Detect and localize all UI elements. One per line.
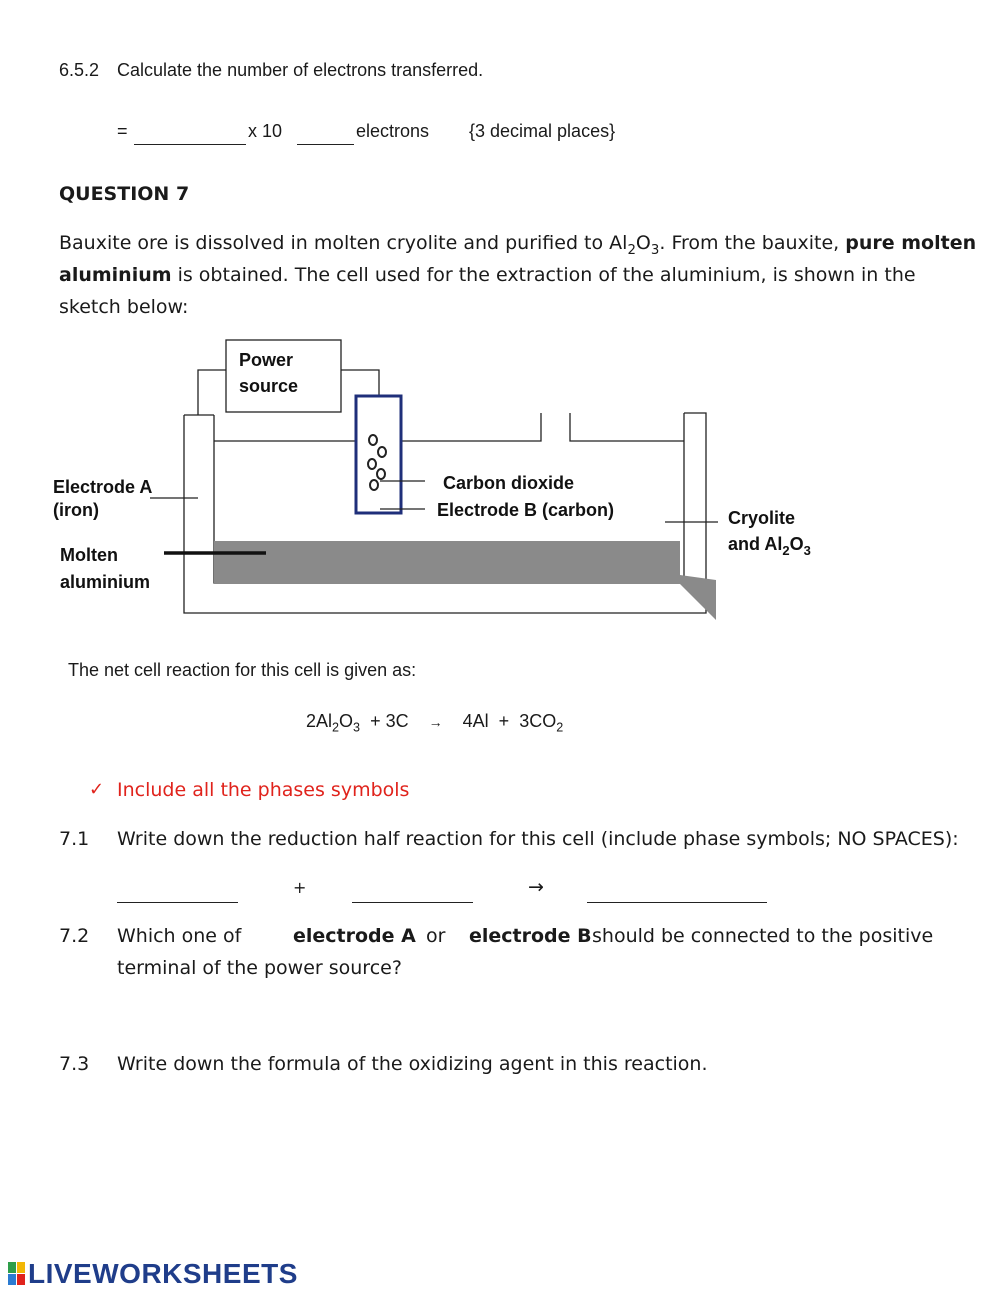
intro-part2: O bbox=[635, 232, 651, 254]
intro-sub1: 2 bbox=[627, 242, 636, 258]
exponent-input[interactable] bbox=[297, 118, 354, 145]
intro-sub2: 3 bbox=[650, 242, 660, 258]
hint-check-icon: ✓ bbox=[89, 779, 105, 800]
half-reaction-reactant-1[interactable] bbox=[117, 876, 238, 903]
electrode-a-label-2: (iron) bbox=[53, 500, 99, 520]
intro-bold2: aluminium bbox=[59, 264, 172, 286]
option-electrode-b[interactable]: electrode B bbox=[469, 925, 592, 947]
power-label-2: source bbox=[239, 376, 299, 396]
sub-co2: 2 bbox=[556, 720, 564, 735]
product-co2: 3CO bbox=[519, 711, 557, 731]
intro-line-2 bbox=[59, 264, 916, 286]
molten-label-1: Molten bbox=[60, 545, 118, 565]
net-reaction bbox=[306, 711, 563, 735]
q72-text1: Which one of bbox=[117, 925, 242, 947]
cryolite-label-2: and $Al_2O_3$ bbox=[728, 534, 811, 558]
reaction-arrow: → bbox=[428, 714, 443, 730]
product-al: 4Al bbox=[462, 711, 489, 731]
option-electrode-a[interactable]: electrode A bbox=[293, 925, 416, 947]
q73-text: Write down the formula of the oxidizing agent in this reaction. bbox=[117, 1053, 708, 1075]
q71-text: Write down the reduction half reaction for this cell (include phase symbols; NO SPACES): bbox=[117, 828, 959, 850]
cryolite-label-1: Cryolite bbox=[728, 508, 796, 528]
reaction-intro: The net cell reaction for this cell is given as: bbox=[68, 660, 417, 680]
times-ten: x 10 bbox=[248, 121, 283, 141]
reactant-al2o3: 2Al bbox=[306, 711, 333, 731]
q71-arrow-icon: → bbox=[528, 876, 544, 898]
molten-aluminium-layer bbox=[214, 541, 716, 620]
q72-text3: terminal of the power source? bbox=[117, 957, 402, 979]
intro-line-1 bbox=[59, 232, 976, 258]
intro-part3: . From the bauxite, bbox=[659, 232, 846, 254]
logo-text: LIVEWORKSHEETS bbox=[28, 1258, 298, 1289]
q71-plus: + bbox=[293, 878, 307, 897]
electrons-unit: electrons bbox=[356, 121, 430, 141]
logo-badge-icon bbox=[8, 1262, 26, 1286]
intro-bold1: pure molten bbox=[845, 232, 977, 254]
q72-or: or bbox=[426, 925, 446, 947]
q652-equals: = bbox=[117, 121, 128, 141]
liveworksheets-logo bbox=[8, 1258, 298, 1290]
q71-number: 7.1 bbox=[59, 828, 90, 850]
co2-label: Carbon dioxide bbox=[443, 473, 575, 493]
electrode-a-label-1: Electrode A bbox=[53, 477, 153, 497]
q72-number: 7.2 bbox=[59, 925, 90, 947]
melt-surface-mid bbox=[401, 413, 541, 441]
question-heading: QUESTION 7 bbox=[59, 183, 190, 205]
intro-line-3: sketch below: bbox=[59, 296, 189, 318]
half-reaction-reactant-2[interactable] bbox=[352, 876, 473, 903]
melt-surface-right bbox=[570, 413, 684, 441]
sub-2: 2 bbox=[332, 720, 340, 735]
molten-label-2: aluminium bbox=[60, 572, 151, 592]
wire-right bbox=[341, 370, 379, 396]
half-reaction-product[interactable] bbox=[587, 876, 767, 903]
electrode-b-label: Electrode B (carbon) bbox=[437, 500, 615, 520]
q73-number: 7.3 bbox=[59, 1053, 90, 1075]
intro-part4: is obtained. The cell used for the extraction of the aluminium, is shown in the bbox=[171, 264, 916, 286]
wire-left bbox=[198, 370, 226, 415]
reactant-carbon: + 3C bbox=[370, 711, 409, 731]
reactant-o: O bbox=[339, 711, 354, 731]
sub-3: 3 bbox=[353, 720, 361, 735]
decimal-note: {3 decimal places} bbox=[469, 121, 616, 141]
oxidizing-agent-input[interactable] bbox=[117, 1095, 321, 1122]
q652-number: 6.5.2 bbox=[59, 60, 100, 80]
q652-text: Calculate the number of electrons transferred. bbox=[117, 60, 484, 80]
product-plus: + bbox=[498, 711, 510, 731]
electrolytic-cell-diagram bbox=[0, 330, 1000, 630]
intro-part1: Bauxite ore is dissolved in molten cryolite and purified to Al bbox=[59, 232, 628, 254]
mantissa-input[interactable] bbox=[134, 118, 246, 145]
hint-text: Include all the phases symbols bbox=[117, 779, 410, 801]
q72-text2: should be connected to the positive bbox=[592, 925, 934, 947]
power-label-1: Power bbox=[239, 350, 294, 370]
